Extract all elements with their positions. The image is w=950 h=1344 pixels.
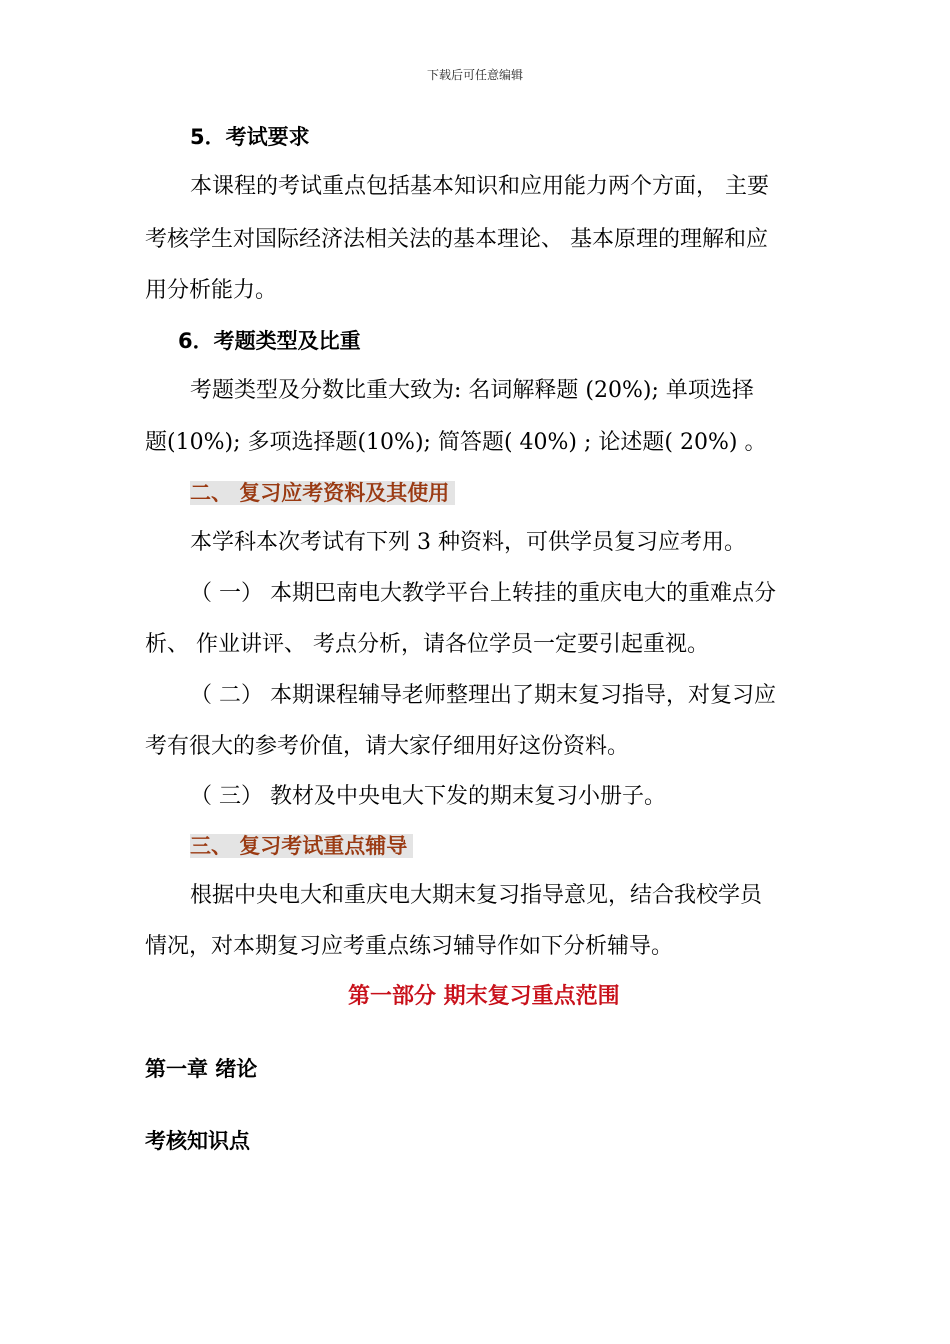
- section-5-title: 5．考试要求: [190, 125, 310, 149]
- section-6-title: 6．考题类型及比重: [178, 329, 361, 353]
- paragraph-line: 析、 作业讲评、 考点分析，请各位学员一定要引起重视。: [145, 632, 709, 657]
- paragraph-line: （ 一） 本期巴南电大教学平台上转挂的重庆电大的重难点分: [190, 581, 776, 606]
- paragraph-line: 根据中央电大和重庆电大期末复习指导意见，结合我校学员: [190, 883, 763, 908]
- paragraph-line: （ 二） 本期课程辅导老师整理出了期末复习指导，对复习应: [190, 683, 776, 708]
- part-one-title: 第一部分 期末复习重点范围: [348, 984, 620, 1009]
- paragraph-line: 本学科本次考试有下列 3 种资料，可供学员复习应考用。: [190, 530, 746, 555]
- paragraph-line: 本课程的考试重点包括基本知识和应用能力两个方面， 主要: [190, 174, 769, 199]
- paragraph-line: 考有很大的参考价值，请大家仔细用好这份资料。: [145, 734, 630, 759]
- paragraph-line: 用分析能力。: [145, 278, 278, 303]
- knowledge-points-title: 考核知识点: [145, 1129, 250, 1153]
- chapter-1-title: 第一章 绪论: [145, 1057, 258, 1081]
- paragraph-line: 考题类型及分数比重大致为: 名词解释题 (20%); 单项选择: [190, 378, 754, 403]
- paragraph-line: 题(10%); 多项选择题(10%); 简答题( 40%) ; 论述题( 20%) 。: [145, 430, 767, 455]
- part-3-title: [190, 831, 413, 862]
- page-header: 下载后可任意编辑: [426, 68, 523, 82]
- paragraph-line: 考核学生对国际经济法相关法的基本理论、 基本原理的理解和应: [145, 227, 768, 252]
- paragraph-line: 情况，对本期复习应考重点练习辅导作如下分析辅导。: [145, 934, 674, 959]
- paragraph-line: （ 三） 教材及中央电大下发的期末复习小册子。: [190, 784, 666, 809]
- part-3-title-text: 三、 复习考试重点辅导: [190, 834, 413, 858]
- part-2-title-text: 二、 复习应考资料及其使用: [190, 481, 455, 505]
- part-2-title: [190, 478, 455, 509]
